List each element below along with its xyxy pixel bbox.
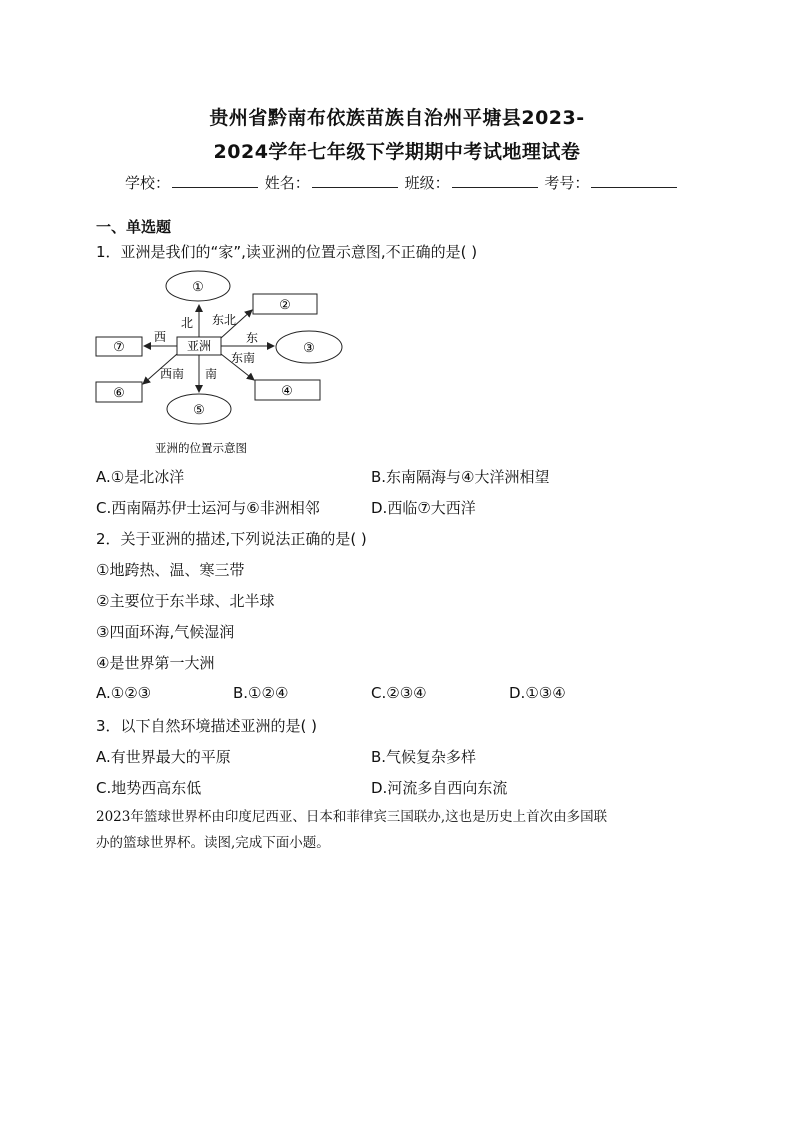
q2-option-c[interactable]: C.②③④: [371, 684, 427, 702]
dir-south: 南: [205, 367, 218, 381]
q2-statement-1: ①地跨热、温、寒三带: [96, 561, 245, 579]
center-label: 亚洲: [186, 339, 212, 353]
name-label: 姓名：: [264, 174, 310, 192]
q2-option-a[interactable]: A.①②③: [96, 684, 152, 702]
label-4: ④: [281, 384, 293, 399]
exam-title-line1: 贵州省黔南布依族苗族自治州平塘县2023-: [209, 107, 585, 129]
q1-option-d[interactable]: D.西临⑦大西洋: [371, 499, 476, 517]
q2-option-d[interactable]: D.①③④: [509, 684, 566, 702]
label-1: ①: [192, 280, 204, 295]
dir-east: 东: [246, 331, 259, 345]
label-6: ⑥: [113, 386, 125, 401]
q3-stem: 3．以下自然环境描述亚洲的是( ): [96, 717, 318, 735]
exam-title-line2: 2024学年七年级下学期期中考试地理试卷: [213, 141, 581, 163]
label-3: ③: [303, 341, 315, 356]
label-2: ②: [279, 298, 291, 313]
dir-north: 北: [181, 316, 194, 330]
q2-statement-3: ③四面环海,气候湿润: [96, 623, 235, 641]
q2-statement-4: ④是世界第一大洲: [96, 654, 215, 672]
q3-option-a[interactable]: A.有世界最大的平原: [96, 748, 231, 766]
school-blank: [172, 173, 258, 188]
name-blank: [312, 173, 398, 188]
q3-option-c[interactable]: C.地势西高东低: [96, 779, 202, 797]
q2-stem: 2．关于亚洲的描述,下列说法正确的是( ): [96, 530, 367, 548]
q2-option-b[interactable]: B.①②④: [233, 684, 289, 702]
school-label: 学校：: [125, 174, 171, 192]
q1-option-c[interactable]: C.西南隔苏伊士运河与⑥非洲相邻: [96, 499, 320, 517]
class-label: 班级：: [404, 174, 450, 192]
dir-southwest: 西南: [160, 367, 185, 381]
q1-option-a[interactable]: A.①是北冰洋: [96, 468, 185, 486]
student-info-row: [125, 172, 679, 193]
exam-number-blank: [591, 173, 677, 188]
dir-southeast: 东南: [231, 351, 256, 365]
q2-statement-2: ②主要位于东半球、北半球: [96, 592, 275, 610]
label-5: ⑤: [193, 403, 205, 418]
dir-northeast: 东北: [212, 313, 237, 327]
asia-location-diagram: [90, 262, 360, 460]
passage-line1: 2023年篮球世界杯由印度尼西亚、日本和菲律宾三国联办,这也是历史上首次由多国联: [96, 809, 608, 825]
passage-line2: 办的篮球世界杯。读图,完成下面小题。: [96, 835, 330, 851]
section-heading: 一、单选题: [96, 218, 172, 236]
q1-option-b[interactable]: B.东南隔海与④大洋洲相望: [371, 468, 550, 486]
label-7: ⑦: [113, 340, 125, 355]
diagram-caption: 亚洲的位置示意图: [155, 441, 247, 455]
q1-stem: 1．亚洲是我们的“家”,读亚洲的位置示意图,不正确的是( ): [96, 243, 478, 261]
exam-number-label: 考号：: [544, 174, 590, 192]
class-blank: [452, 173, 538, 188]
dir-west: 西: [154, 330, 167, 344]
q3-option-b[interactable]: B.气候复杂多样: [371, 748, 477, 766]
q3-option-d[interactable]: D.河流多自西向东流: [371, 779, 508, 797]
